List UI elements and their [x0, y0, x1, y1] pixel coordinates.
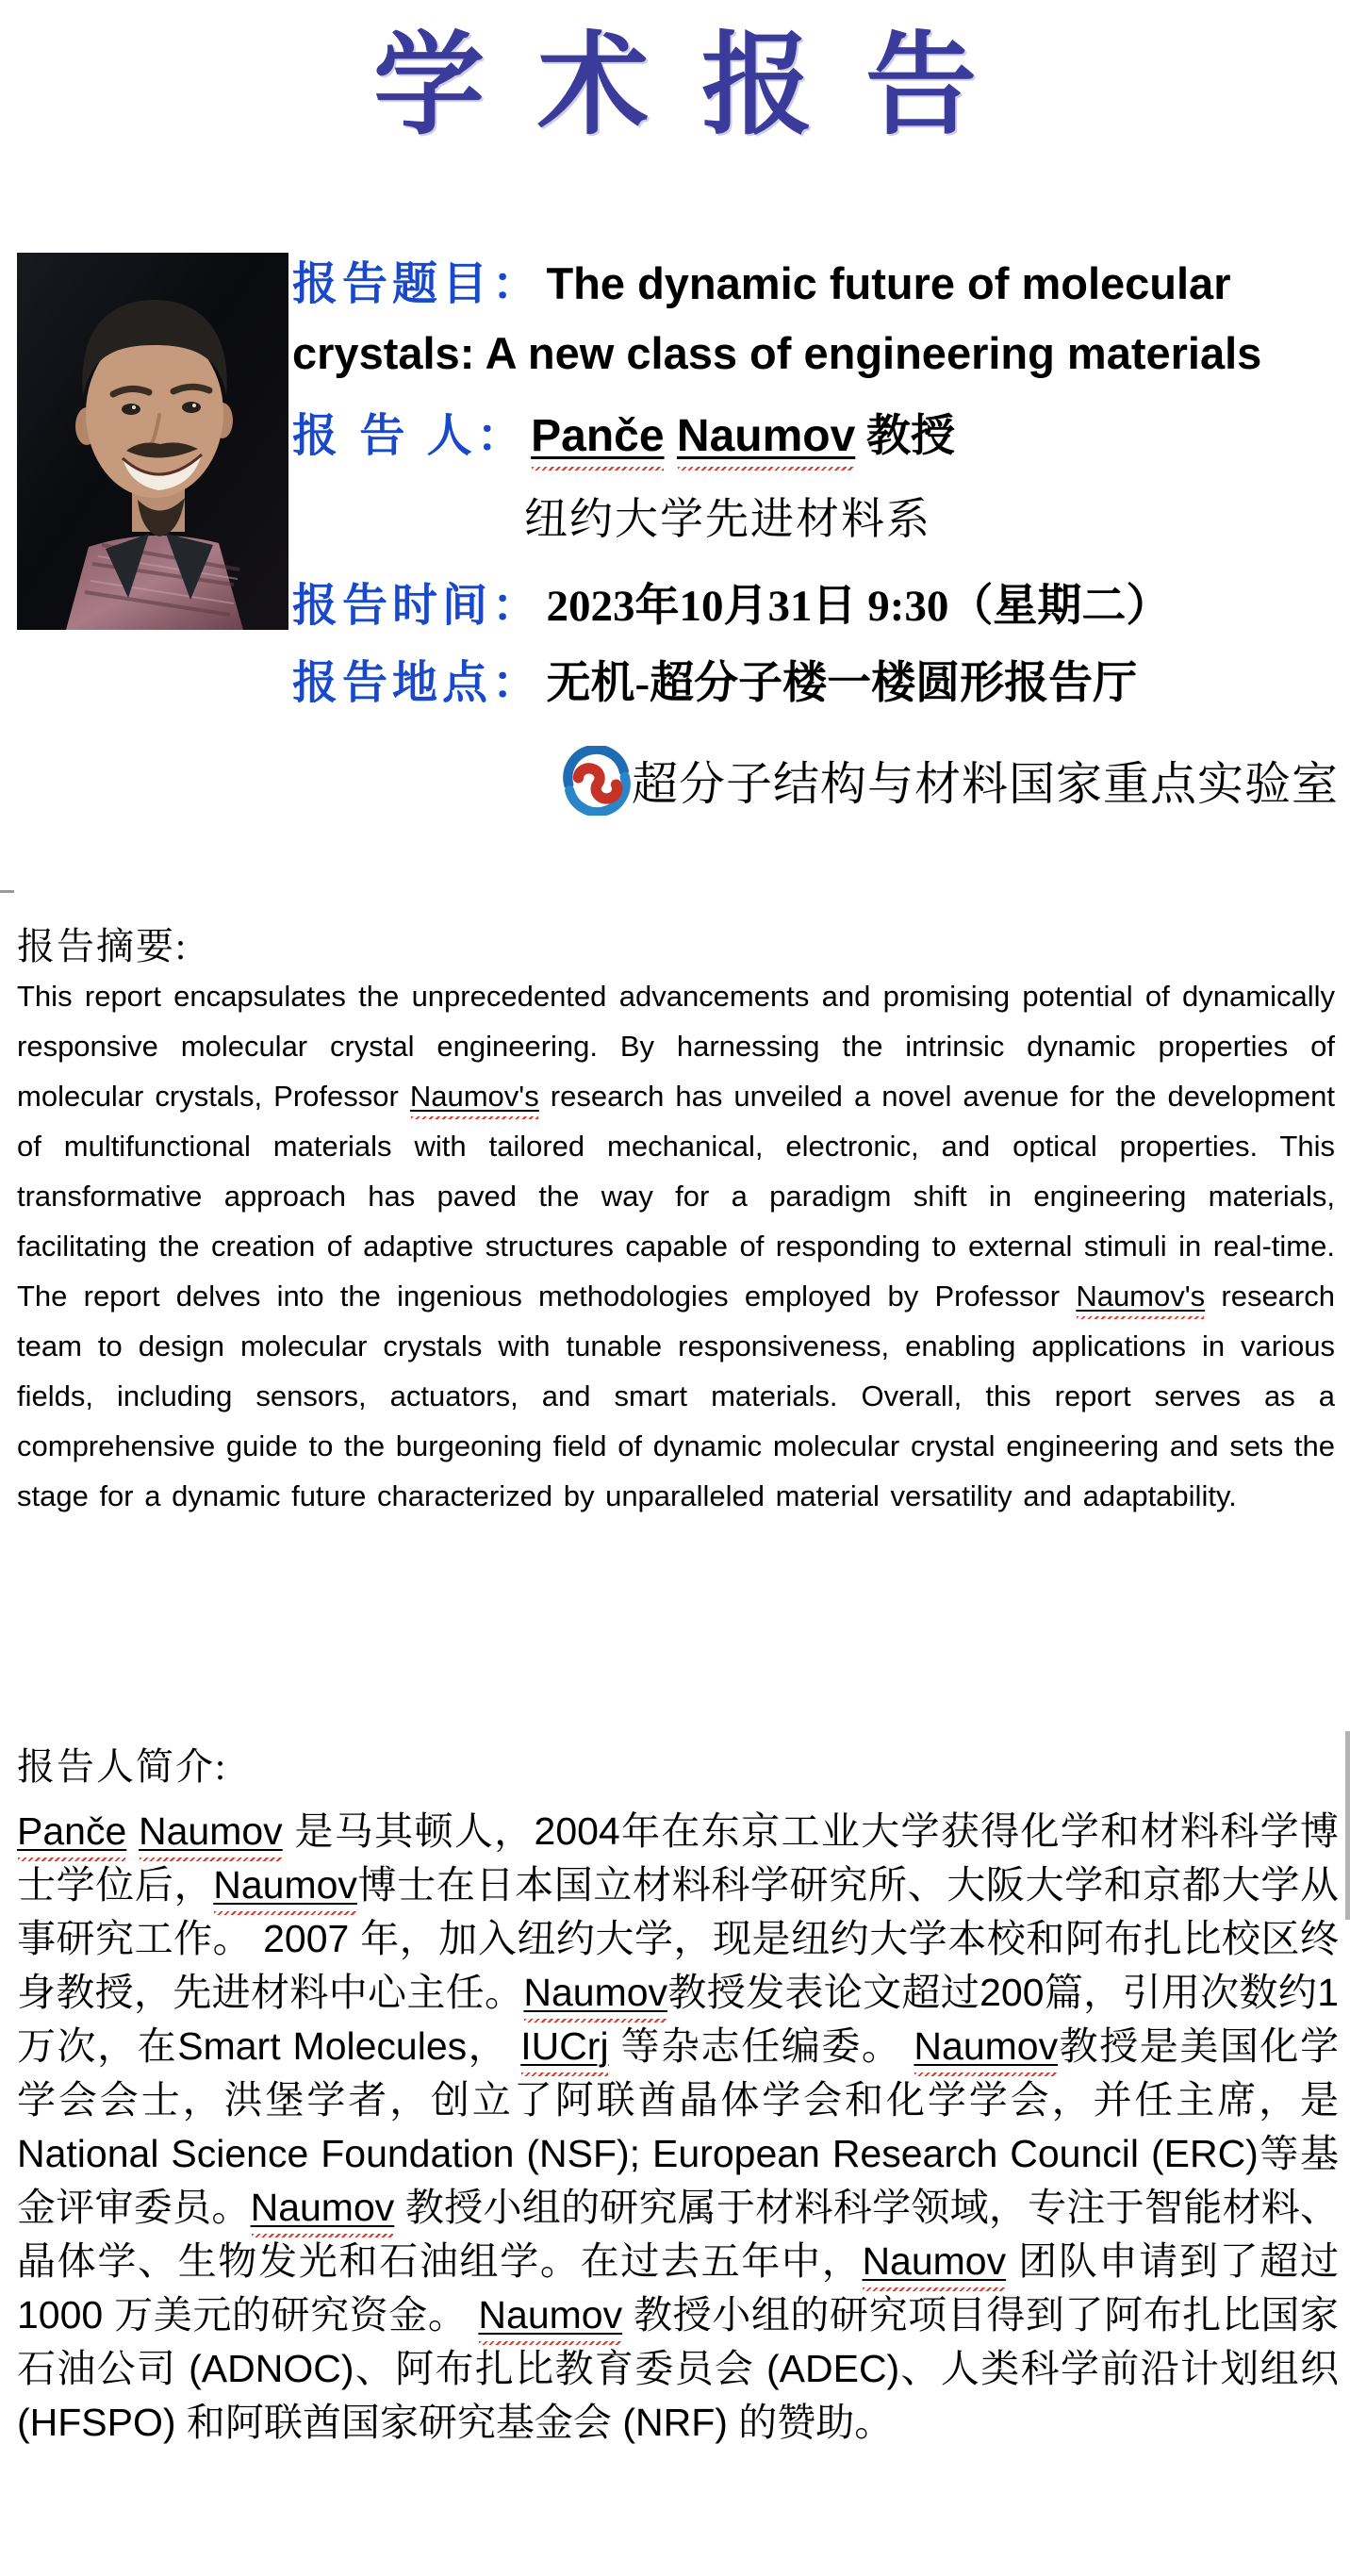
- spellcheck-word: Naumov's: [409, 1080, 539, 1113]
- speaker-label: 报 告 人：: [292, 411, 527, 461]
- bio-heading: 报告人简介:: [17, 1745, 228, 1788]
- spellcheck-word: Naumov: [862, 2239, 1007, 2283]
- page-title: 学术报告: [372, 20, 1029, 150]
- spellcheck-word: Naumov's: [1076, 1280, 1206, 1313]
- speaker-name: [531, 411, 855, 461]
- spellcheck-word: Naumov: [676, 411, 856, 461]
- speaker-row: [292, 407, 955, 476]
- location-label: 报告地点：: [292, 658, 543, 708]
- report-title-line2: crystals: A new class of engineering materials: [292, 328, 1262, 378]
- spellcheck-word: Panče: [531, 411, 665, 461]
- speaker-photo: [17, 253, 288, 630]
- bio-paragraph: Panče Naumov 是马其顿人，2004年在东京工业大学获得化学和材料科学博士学位后，Naumov博士在日本国立材料科学研究所、大阪大学和京都大学从事研究工作。 2007 年，加入纽约大学，现是纽约大学本校和阿布扎比校区终身教授，先进材料中心主任。Naumov教授发表论文超过200篇，引用次数约1万次，在Smart Molecules， IUCrj 等杂志任编委。 Naumov教授是美国化学学会会士，洪堡学者，创立了阿联酋晶体学会和化学学会，并任主席，是National Science Foundation (NSF); European Research Council (ERC)等基金评审委员。Naumov 教授小组的研究属于材料科学领域，专注于智能材料、晶体学、生物发光和石油组学。在过去五年中，Naumov 团队申请到了超过 1000 万美元的研究资金。 Naumov 教授小组的研究项目得到了阿布扎比国家石油公司 (ADNOC)、阿布扎比教育委员会 (ADEC)、人类科学前沿计划组织 (HFSPO) 和阿联酋国家研究基金会 (NRF) 的赞助。: [17, 1809, 1340, 2444]
- location-value: 无机-超分子楼一楼圆形报告厅: [546, 659, 1138, 708]
- spellcheck-word: Naumov: [914, 2024, 1059, 2068]
- speaker-affiliation: 纽约大学先进材料系: [524, 495, 931, 543]
- spellcheck-word: Naumov: [523, 1971, 668, 2014]
- report-title-row2: [292, 324, 1261, 394]
- s-swirl-logo-icon: [562, 746, 632, 816]
- location-row: [292, 654, 1137, 723]
- time-row: [292, 577, 1170, 646]
- abstract-paragraph: This report encapsulates the unprecedented advancements and promising potential of dynamically responsive molecular crystal engineering. By harnessing the intrinsic dynamic properties of molecular crystals, Professor Naumov's research has unveiled a novel avenue for the development of multifunctional materials with tailored mechanical, electronic, and optical properties. This transformative approach has paved the way for a paradigm shift in engineering materials, facilitating the creation of adaptive structures capable of responding to external stimuli in real-time. The report delves into the ingenious methodologies employed by Professor Naumov's research team to design molecular crystals with tunable responsiveness, enabling applications in various fields, including sensors, actuators, and smart materials. Overall, this report serves as a comprehensive guide to the burgeoning field of dynamic molecular crystal engineering and sets the stage for a dynamic future characterized by unparalleled material versatility and adaptability.: [17, 980, 1336, 1512]
- speaker-portrait-illustration: [17, 253, 288, 630]
- spellcheck-word: Naumov: [213, 1863, 357, 1907]
- spellcheck-word: Naumov: [139, 1809, 283, 1853]
- abstract-heading: 报告摘要:: [17, 925, 189, 967]
- spellcheck-word: Panče: [17, 1809, 127, 1853]
- scrollbar-fragment[interactable]: [1345, 1731, 1350, 1920]
- spellcheck-word: IUCrj: [520, 2024, 609, 2068]
- spellcheck-word: Naumov: [478, 2293, 623, 2337]
- lab-name: 超分子结构与材料国家重点实验室: [632, 758, 1340, 810]
- time-label: 报告时间：: [292, 581, 543, 631]
- report-title-row: [292, 255, 1231, 324]
- time-value: 2023年10月31日 9:30（星期二）: [546, 582, 1171, 631]
- report-title-line1: The dynamic future of molecular: [546, 258, 1231, 308]
- spellcheck-word: Naumov: [250, 2186, 395, 2229]
- speaker-title-suffix: 教授: [855, 412, 956, 461]
- report-title-label: 报告题目：: [292, 259, 543, 309]
- lab-signature-row: [562, 745, 1339, 817]
- affiliation-row: [524, 490, 931, 559]
- section-divider-dash: [0, 890, 14, 893]
